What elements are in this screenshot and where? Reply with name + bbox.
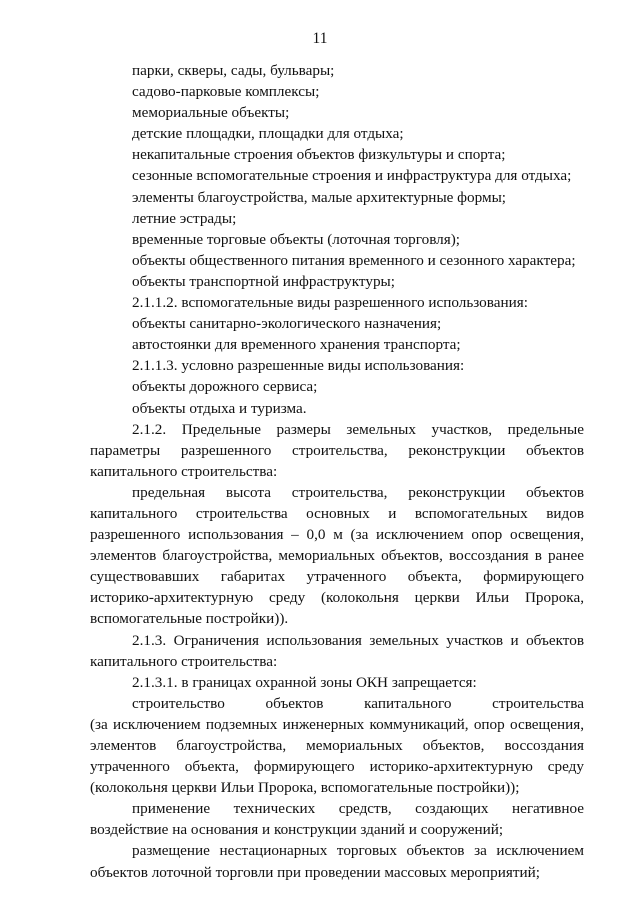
text-line: автостоянки для временного хранения транспорта; (132, 336, 461, 354)
text-line: (колокольня церкви Ильи Пророка, вспомогательные постройки)); (90, 779, 520, 797)
text-line: капитального строительства: (90, 462, 278, 480)
text-line: строительство объектов капитального строительства (132, 694, 584, 712)
text-line: применение технических средств, создающих негативное (132, 800, 584, 818)
text-line: параметры разрешенного строительства, реконструкции объектов (90, 441, 584, 459)
text-line: существовавших габаритах утраченного объекта, формирующего (90, 568, 584, 586)
page-number: 11 (312, 30, 328, 47)
text-line: мемориальные объекты; (132, 104, 290, 122)
text-line: капитального строительства основных и вспомогательных видов (90, 504, 584, 522)
text-line: объекты санитарно-экологического назначения; (132, 315, 442, 333)
text-line: сезонные вспомогательные строения и инфраструктура для отдыха; (132, 167, 572, 185)
text-line: воздействие на основания и конструкции зданий и сооружений; (90, 821, 504, 839)
text-line: вспомогательные постройки)). (90, 610, 289, 628)
text-line: 2.1.3.1. в границах охранной зоны ОКН запрещается: (132, 673, 477, 691)
text-line: (за исключением подземных инженерных коммуникаций, опор освещения, (90, 715, 584, 733)
text-line: предельная высота строительства, реконструкции объектов (132, 483, 584, 501)
text-line: объекты дорожного сервиса; (132, 378, 318, 396)
text-line: парки, скверы, сады, бульвары; (132, 62, 335, 79)
text-line: капитального строительства: (90, 652, 278, 670)
text-line: 2.1.3. Ограничения использования земельных участков и объектов (132, 631, 584, 649)
text-line: объекты транспортной инфраструктуры; (132, 272, 395, 290)
text-line: некапитальные строения объектов физкультуры и спорта; (132, 146, 506, 164)
text-line: 2.1.2. Предельные размеры земельных участков, предельные (132, 420, 584, 438)
text-line: объекты общественного питания временного и сезонного характера; (132, 251, 576, 269)
text-line: элементы благоустройства, малые архитектурные формы; (132, 188, 507, 206)
text-line: объектов лоточной торговли при проведении массовых мероприятий; (90, 863, 540, 881)
text-line: временные торговые объекты (лоточная торговля); (132, 230, 461, 248)
text-line: утраченного объекта, формирующего историко-архитектурную среду (90, 758, 584, 776)
text-line: размещение нестационарных торговых объектов за исключением (132, 842, 584, 860)
document-body (90, 60, 584, 883)
text-line: 2.1.1.2. вспомогательные виды разрешенного использования: (132, 294, 528, 312)
text-line: садово-парковые комплексы; (132, 83, 320, 101)
text-line: летние эстрады; (132, 209, 237, 227)
text-line: объекты отдыха и туризма. (132, 399, 307, 417)
text-line: детские площадки, площадки для отдыха; (132, 125, 404, 143)
text-line: элементов благоустройства, мемориальных объектов, воссоздания в ранее (90, 547, 584, 565)
text-line: 2.1.1.3. условно разрешенные виды использования: (132, 357, 465, 375)
text-line: элементов благоустройства, мемориальных объектов, воссоздания (90, 737, 584, 754)
text-line: разрешенного использования – 0,0 м (за исключением опор освещения, (90, 526, 584, 544)
text-line: историко-архитектурную среду (колокольня церкви Ильи Пророка, (90, 589, 584, 607)
